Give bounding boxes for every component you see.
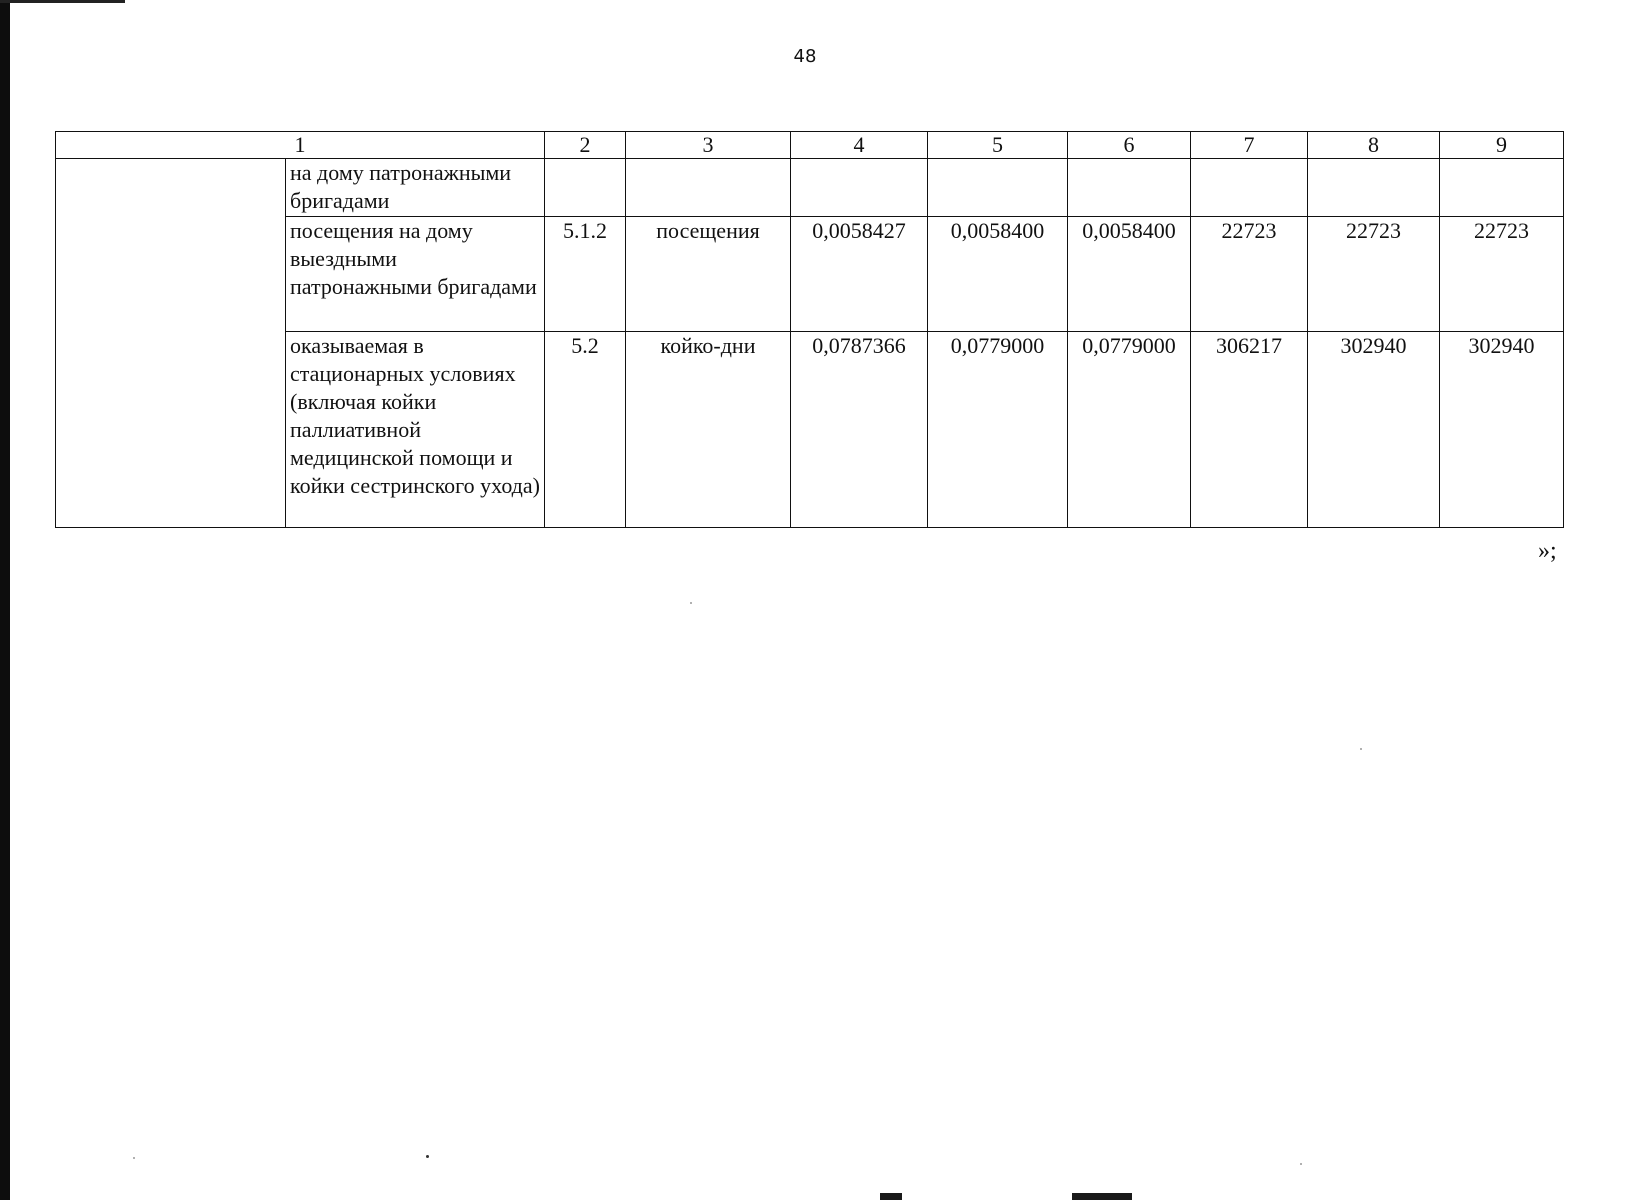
scan-speck [1360, 748, 1362, 750]
scan-speck [690, 602, 692, 604]
row-value-8: 302940 [1308, 332, 1440, 528]
row-unit [626, 159, 791, 217]
row-value-6: 0,0779000 [1068, 332, 1191, 528]
data-table [55, 131, 1564, 528]
closing-quote-mark: »; [1538, 538, 1557, 564]
scan-bottom-mark [1072, 1193, 1132, 1200]
scan-bottom-mark [880, 1193, 902, 1200]
row-value-4: 0,0058427 [791, 217, 928, 332]
row-value-7: 306217 [1191, 332, 1308, 528]
table-row [56, 217, 1564, 332]
row-value-9: 302940 [1440, 332, 1564, 528]
row-unit: посещения [626, 217, 791, 332]
row-value-5: 0,0058400 [928, 217, 1068, 332]
scan-speck [426, 1155, 429, 1158]
row-code: 5.2 [545, 332, 626, 528]
row-value-6 [1068, 159, 1191, 217]
row-label: оказываемая в стационарных условиях (включая койки паллиативной медицинской помощи и койки сестринского ухода) [286, 332, 545, 528]
scan-speck [1300, 1163, 1302, 1165]
table-row [56, 159, 1564, 217]
row-label: на дому патронажными бригадами [286, 159, 545, 217]
header-cell-9: 9 [1440, 132, 1564, 159]
page-number: 48 [793, 46, 817, 67]
row-value-8: 22723 [1308, 217, 1440, 332]
row-value-7 [1191, 159, 1308, 217]
row-value-5 [928, 159, 1068, 217]
row-code: 5.1.2 [545, 217, 626, 332]
row-value-8 [1308, 159, 1440, 217]
row-value-9 [1440, 159, 1564, 217]
row-unit: койко-дни [626, 332, 791, 528]
row-code [545, 159, 626, 217]
scan-left-edge [0, 0, 10, 1200]
row-value-6: 0,0058400 [1068, 217, 1191, 332]
row-value-4 [791, 159, 928, 217]
header-cell-5: 5 [928, 132, 1068, 159]
scan-speck [133, 1157, 135, 1159]
table-row [56, 332, 1564, 528]
header-cell-6: 6 [1068, 132, 1191, 159]
header-cell-4: 4 [791, 132, 928, 159]
row-value-4: 0,0787366 [791, 332, 928, 528]
row-value-7: 22723 [1191, 217, 1308, 332]
row-group-cell [56, 332, 286, 528]
header-cell-7: 7 [1191, 132, 1308, 159]
row-group-cell [56, 217, 286, 332]
header-cell-1: 1 [56, 132, 545, 159]
row-value-9: 22723 [1440, 217, 1564, 332]
scan-top-mark [0, 0, 125, 3]
header-cell-3: 3 [626, 132, 791, 159]
row-value-5: 0,0779000 [928, 332, 1068, 528]
row-label: посещения на дому выездными патронажными бригадами [286, 217, 545, 332]
row-group-cell [56, 159, 286, 217]
header-cell-2: 2 [545, 132, 626, 159]
table-header-row [56, 132, 1564, 159]
header-cell-8: 8 [1308, 132, 1440, 159]
